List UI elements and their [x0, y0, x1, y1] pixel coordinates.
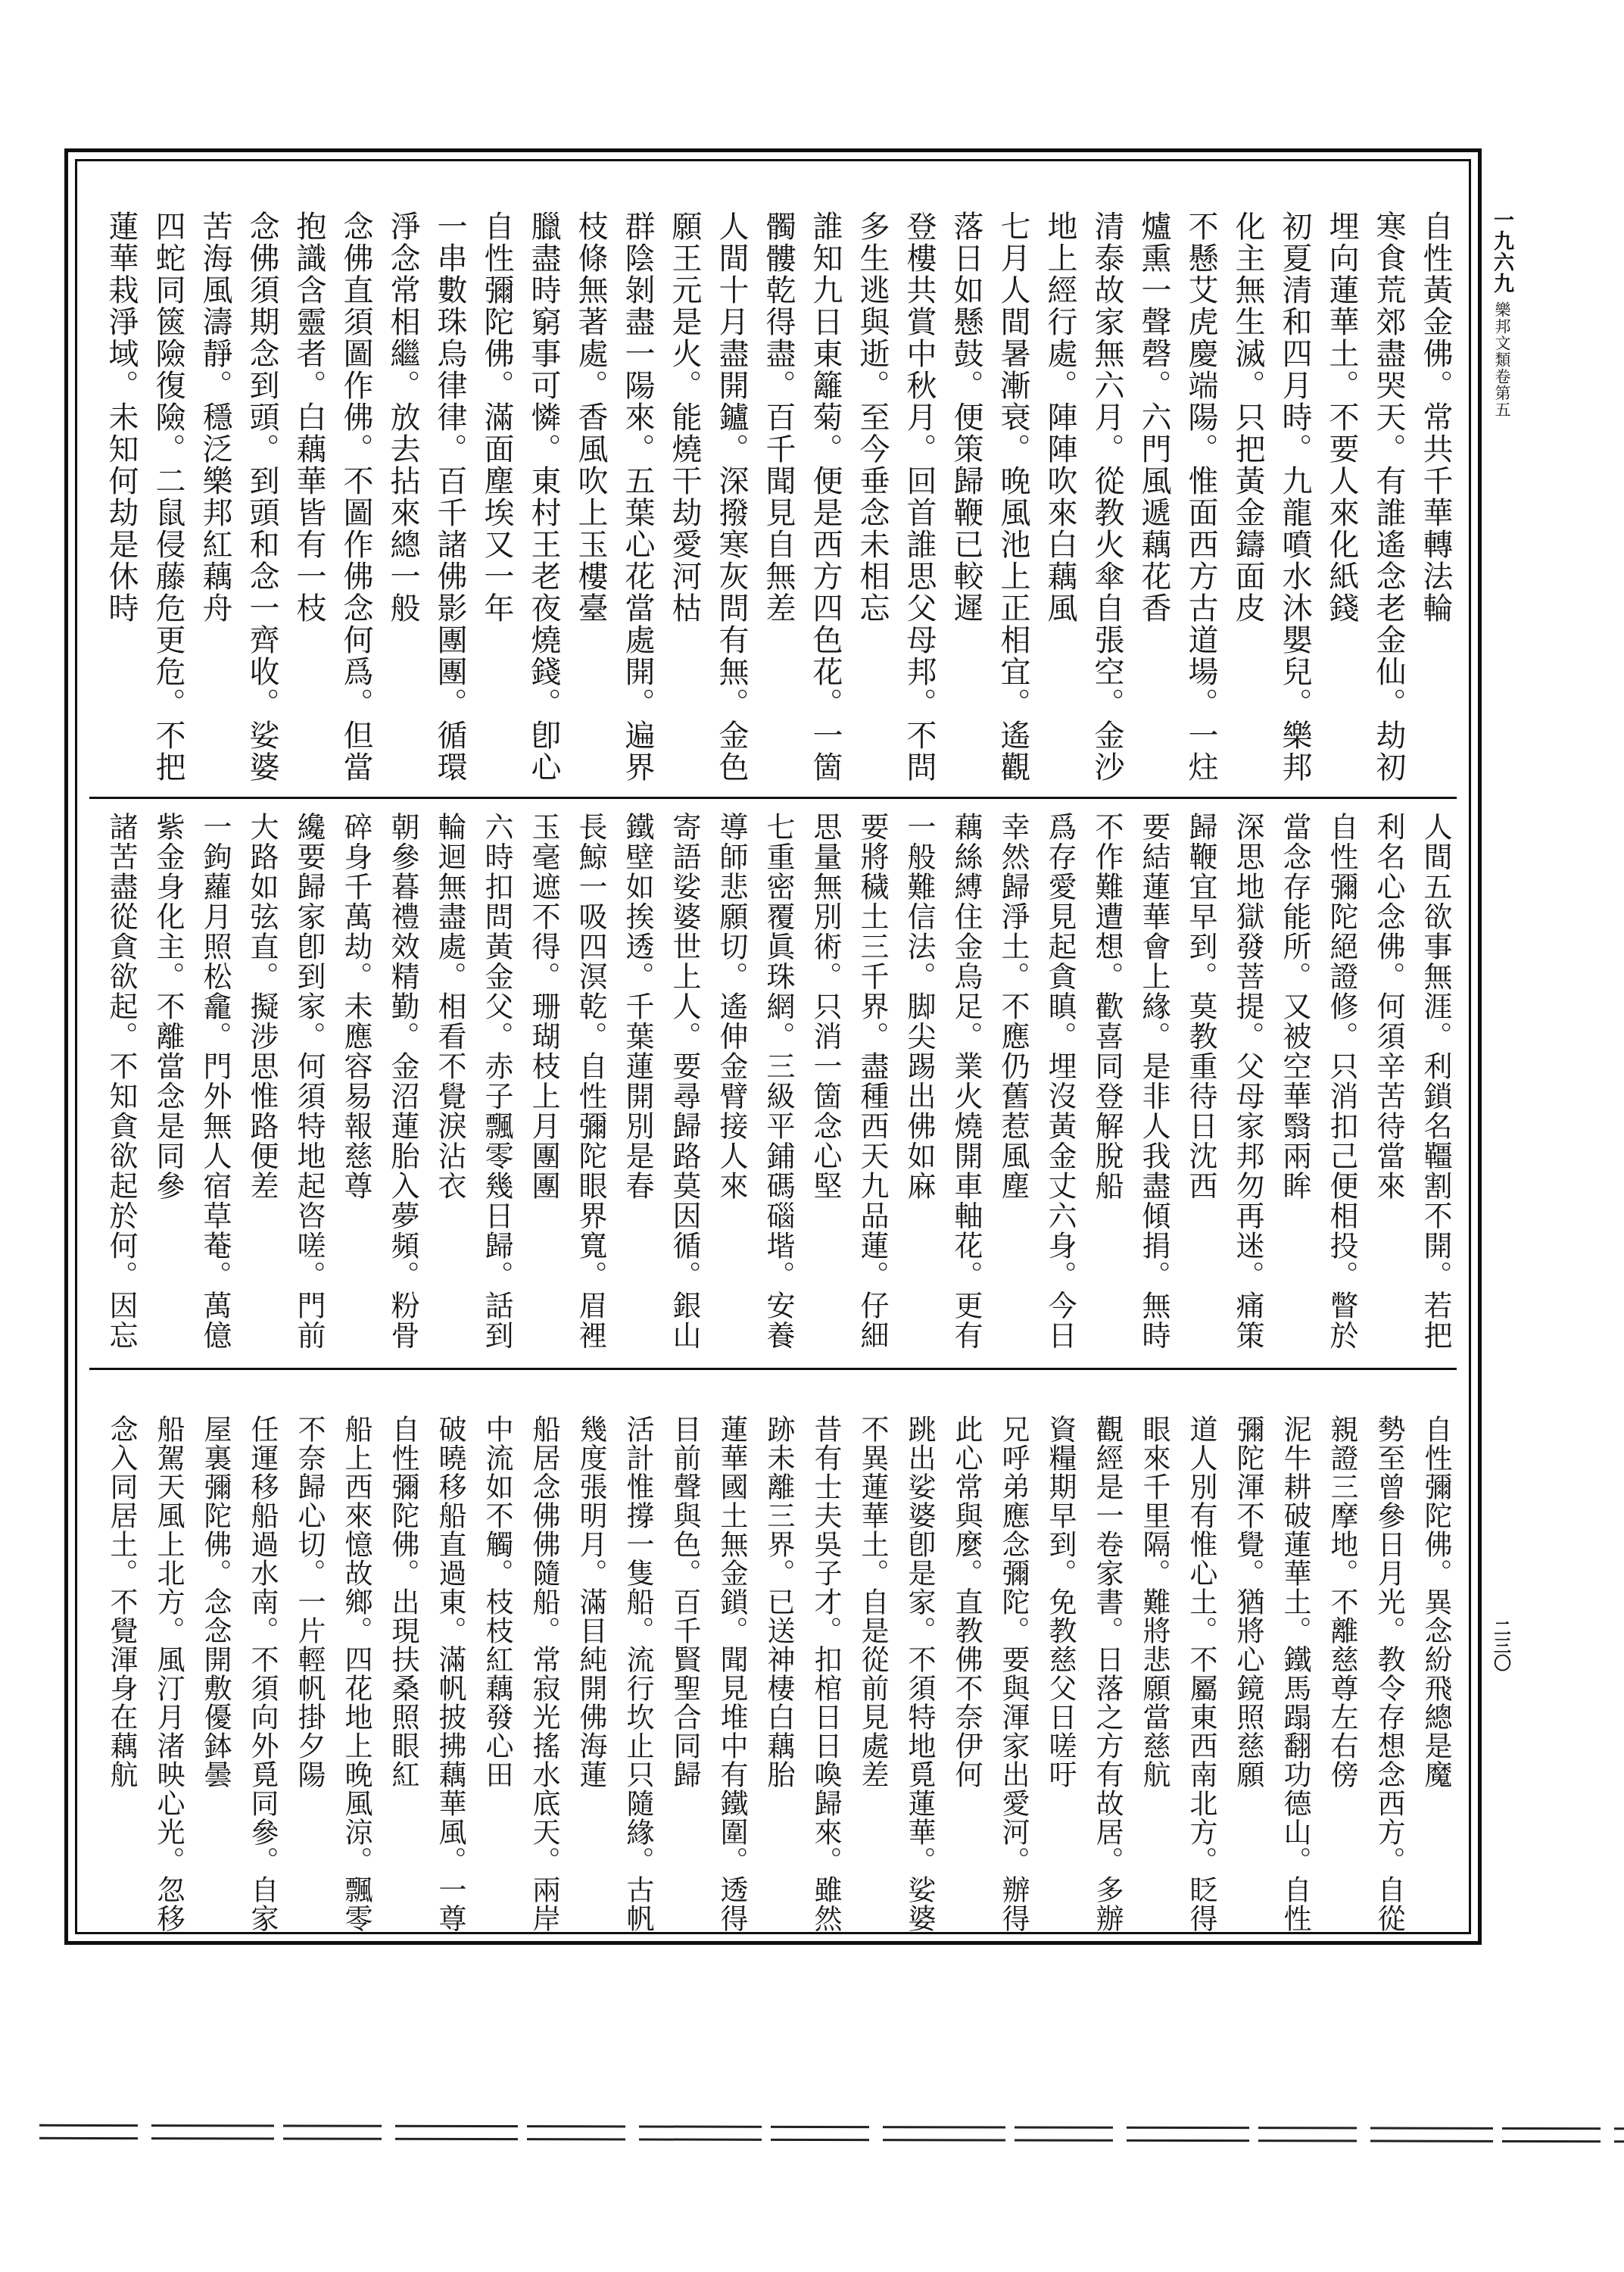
- text-column: 親證三摩地。不離慈尊左右傍: [1326, 1415, 1358, 1789]
- text-column: 苦海風濤靜。穩泛樂邦紅藕舟: [198, 211, 232, 624]
- text-column: 玉毫遮不得。珊瑚枝上月團團: [527, 812, 560, 1201]
- text-column: 任運移船過水南。不須向外覓同參。自家: [246, 1415, 279, 1933]
- text-column: 一鉤蘿月照松龕。門外無人宿草菴。萬億: [198, 812, 232, 1350]
- text-column: 清泰故家無六月。從教火傘自張空。金沙: [1089, 211, 1124, 783]
- text-column: 七重密覆眞珠網。三級平鋪碼碯堦。安養: [762, 812, 795, 1350]
- text-column: 船駕天風上北方。風汀月渚映心光。忽移: [152, 1415, 185, 1933]
- text-column: 枝條無著處。香風吹上玉樓臺: [573, 211, 608, 624]
- register-lower: [87, 1415, 1459, 1934]
- text-column: 四蛇同篋險復險。二鼠侵藤危更危。不把: [151, 211, 185, 783]
- text-column: 自性彌陀佛。出現扶桑照眼紅: [387, 1415, 419, 1789]
- text-column: 跳出娑婆卽是家。不須特地覓蓮華。娑婆: [903, 1415, 936, 1933]
- text-column: 化主無生滅。只把黃金鑄面皮: [1230, 211, 1265, 624]
- text-column: 願王元是火。能燒干劫愛河枯: [667, 211, 702, 624]
- text-column: 自性黃金佛。常共千華轉法輪: [1418, 211, 1453, 624]
- text-column: 幸然歸淨土。不應仍舊惹風塵: [996, 812, 1030, 1201]
- text-column: 蓮華國土無金鎖。聞見堆中有鐵圍。透得: [715, 1415, 748, 1933]
- text-column: 眼來千里隔。難將悲願當慈航: [1138, 1415, 1170, 1789]
- text-column: 寒食荒郊盡哭天。有誰遙念老金仙。劫初: [1371, 211, 1406, 783]
- text-column: 船居念佛佛隨船。常寂光搖水底天。兩岸: [528, 1415, 560, 1933]
- text-column: 自性彌陀佛。異念紛飛總是魔: [1420, 1415, 1452, 1789]
- text-column: 中流如不觸。枝枝紅藕發心田: [481, 1415, 513, 1789]
- text-column: 七月人間暑漸衰。晚風池上正相宜。遙觀: [996, 211, 1030, 783]
- text-column: 不懸艾虎慶端陽。惟面西方古道場。一炷: [1183, 211, 1218, 783]
- text-column: 誰知九日東籬菊。便是西方四色花。一箇: [808, 211, 843, 783]
- text-column: 資糧期早到。免教慈父日嗟吁: [1044, 1415, 1077, 1789]
- text-column: 群陰剝盡一陽來。五葉心花當處開。遍界: [620, 211, 655, 783]
- text-column: 初夏清和四月時。九龍噴水沐嬰兒。樂邦: [1277, 211, 1312, 783]
- text-column: 纔要歸家卽到家。何須特地起咨嗟。門前: [292, 812, 326, 1350]
- text-column: 髑髏乾得盡。百千聞見自無差: [761, 211, 796, 624]
- text-column: 自性彌陀絕證修。只消扣己便相投。瞥於: [1325, 812, 1358, 1350]
- text-column: 深思地獄發菩提。父母家邦勿再迷。痛策: [1231, 812, 1264, 1350]
- text-column: 導師悲願切。遙伸金臂接人來: [715, 812, 748, 1201]
- text-column: 跡未離三界。已送神棲白藕胎: [762, 1415, 795, 1789]
- text-column: 船上西來憶故鄉。四花地上晚風涼。飄零: [340, 1415, 372, 1933]
- text-column: 要將穢土三千界。盡種西天九品蓮。仔細: [856, 812, 889, 1350]
- text-column: 爐熏一聲磬。六門風遞藕花香: [1136, 211, 1171, 624]
- text-column: 兄呼弟應念彌陀。要與渾家出愛河。辦得: [997, 1415, 1030, 1933]
- text-column: 不作難遭想。歡喜同登解脫船: [1090, 812, 1124, 1201]
- text-column: 登樓共賞中秋月。回首誰思父母邦。不問: [902, 211, 937, 783]
- text-column: 長鯨一吸四溟乾。自性彌陀眼界寬。眉裡: [574, 812, 607, 1350]
- scan-artifact-line: [39, 2137, 1624, 2142]
- taisho-text-number: 一九六九: [1490, 209, 1513, 294]
- text-column: 大路如弦直。擬涉思惟路便差: [245, 812, 279, 1201]
- text-column: 一般難信法。脚尖踢出佛如麻: [902, 812, 936, 1201]
- register-upper: [87, 211, 1459, 797]
- text-column: 勢至曾參日月光。教令存想念西方。自從: [1373, 1415, 1405, 1933]
- text-column: 臘盡時窮事可憐。東村王老夜燒錢。卽心: [526, 211, 561, 783]
- text-column: 寄語娑婆世上人。要尋歸路莫因循。銀山: [668, 812, 701, 1350]
- text-column: 地上經行處。陣陣吹來白藕風: [1043, 211, 1077, 624]
- text-column: 思量無別術。只消一箇念心堅: [809, 812, 842, 1201]
- text-column: 歸鞭宜早到。莫教重待日沈西: [1184, 812, 1217, 1201]
- running-title: 樂邦文類卷第五: [1493, 301, 1511, 418]
- text-column: 屋裏彌陀佛。念念開敷優鉢曇: [199, 1415, 232, 1789]
- text-column: 不異蓮華土。自是從前見處差: [856, 1415, 889, 1789]
- text-column: 藕絲縛住金烏足。業火燒開車軸花。更有: [949, 812, 983, 1350]
- text-column: 人間五欲事無涯。利鎖名韁割不開。若把: [1419, 812, 1452, 1350]
- text-column: 昔有士夫吳子才。扣棺日日喚歸來。雖然: [809, 1415, 842, 1933]
- register-divider: [89, 797, 1457, 799]
- text-column: 六時扣問黃金父。赤子飄零幾日歸。話到: [480, 812, 513, 1350]
- text-column: 此心常與麼。直教佛不奈伊何: [950, 1415, 983, 1789]
- text-column: 當念存能所。又被空華翳兩眸: [1278, 812, 1311, 1201]
- text-column: 幾度張明月。滿目純開佛海蓮: [575, 1415, 607, 1789]
- text-column: 碎身千萬劫。未應容易報慈尊: [339, 812, 372, 1201]
- text-column: 落日如懸鼓。便策歸鞭已較遲: [949, 211, 983, 624]
- text-column: 念佛須期念到頭。到頭和念一齊收。娑婆: [245, 211, 279, 783]
- text-column: 念入同居土。不覺渾身在藕航: [105, 1415, 138, 1789]
- text-column: 利名心念佛。何須辛苦待當來: [1372, 812, 1405, 1201]
- text-column: 一串數珠烏律律。百千諸佛影團團。循環: [432, 211, 467, 783]
- text-column: 鐵壁如挨透。千葉蓮開別是春: [621, 812, 654, 1201]
- register-divider: [89, 1368, 1457, 1370]
- text-column: 人間十月盡開鑪。深撥寒灰問有無。金色: [714, 211, 749, 783]
- text-column: 泥牛耕破蓮華土。鐵馬蹋翻功德山。自性: [1279, 1415, 1311, 1933]
- text-column: 抱識含靈者。白藕華皆有一枝: [291, 211, 326, 624]
- register-middle: [87, 812, 1459, 1367]
- text-column: 朝參暮禮效精勤。金沼蓮胎入夢頻。粉骨: [386, 812, 419, 1350]
- text-column: 觀經是一卷家書。日落之方有故居。多辦: [1091, 1415, 1124, 1933]
- text-column: 要結蓮華會上緣。是非人我盡傾捐。無時: [1137, 812, 1170, 1350]
- text-column: 念佛直須圖作佛。不圖作佛念何爲。但當: [338, 211, 373, 783]
- text-column: 自性彌陀佛。滿面塵埃又一年: [479, 211, 514, 624]
- scan-artifact-line: [39, 2124, 1624, 2130]
- text-column: 道人別有惟心土。不屬東西南北方。眨得: [1185, 1415, 1217, 1933]
- text-column: 紫金身化主。不離當念是同參: [151, 812, 185, 1201]
- text-column: 不奈歸心切。一片輕帆掛夕陽: [293, 1415, 326, 1789]
- text-column: 多生逃與逝。至今垂念未相忘: [855, 211, 890, 624]
- text-column: 活計惟撐一隻船。流行坎止只隨緣。古帆: [622, 1415, 654, 1933]
- text-column: 輪迴無盡處。相看不覺淚沾衣: [433, 812, 466, 1201]
- text-column: 諸苦盡從貪欲起。不知貪欲起於何。因忘: [104, 812, 138, 1350]
- text-column: 淨念常相繼。放去拈來總一般: [385, 211, 420, 624]
- text-column: 埋向蓮華土。不要人來化紙錢: [1324, 211, 1359, 624]
- text-column: 彌陀渾不覺。猶將心鏡照慈願: [1232, 1415, 1264, 1789]
- page-number: 二三〇: [1491, 1619, 1511, 1671]
- text-column: 爲存愛見起貪瞋。埋沒黃金丈六身。今日: [1043, 812, 1077, 1350]
- text-column: 蓮華栽淨域。未知何劫是休時: [104, 211, 139, 624]
- text-column: 破曉移船直過東。滿帆披拂藕華風。一尊: [434, 1415, 466, 1933]
- text-column: 目前聲與色。百千賢聖合同歸: [669, 1415, 701, 1789]
